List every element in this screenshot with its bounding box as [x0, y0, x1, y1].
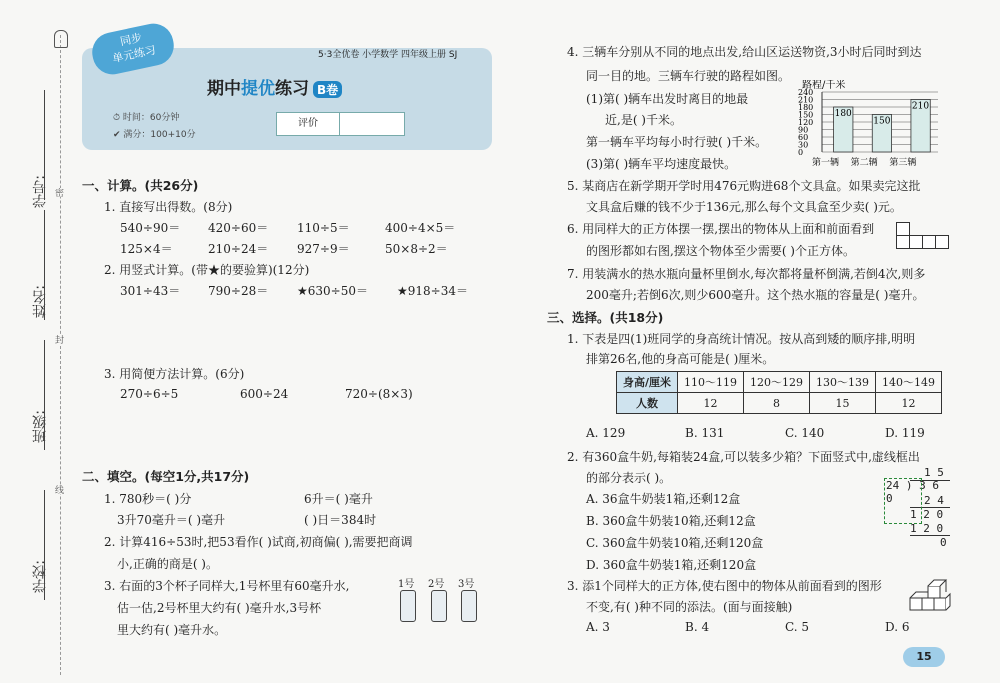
fill-item: 里大约有( )毫升水。: [117, 623, 227, 637]
division-step: 2 4: [924, 494, 944, 507]
table-cell: 8: [744, 393, 810, 414]
evaluation-label: 评价: [277, 113, 340, 135]
choice-item: 3. 添1个同样大的正方体,使右图中的物体从前面看到的图形: [567, 579, 882, 593]
option-b[interactable]: B. 131: [685, 426, 725, 440]
choice-item: 1. 下表是四(1)班同学的身高统计情况。按从高到矮的顺序排,明明: [567, 332, 916, 346]
cup-2-icon: [431, 590, 447, 622]
option-a[interactable]: A. 3: [586, 620, 610, 634]
option-b[interactable]: B. 4: [685, 620, 710, 634]
version-badge: B卷: [313, 81, 342, 98]
chart-tick-label: 210: [798, 95, 814, 105]
option-d[interactable]: D. 119: [885, 426, 925, 440]
calc-item: 400÷4×5＝: [385, 221, 456, 235]
chart-tick-label: 150: [798, 110, 814, 120]
school-label: 学校:: [32, 560, 48, 593]
fill-item: 的图形都如右图,摆这个物体至少需要( )个正方体。: [586, 244, 855, 258]
calc-item: 210÷24＝: [208, 242, 269, 256]
calc-item: 540÷90＝: [120, 221, 181, 235]
fill-item: ( )日＝384时: [304, 513, 377, 527]
cup-label: 3号: [458, 579, 475, 590]
fill-item: 4. 三辆车分别从不同的地点出发,给山区运送物资,3小时后同时到达: [567, 45, 922, 59]
choice-item: 排第26名,他的身高可能是( )厘米。: [586, 352, 775, 366]
calc-item: ★630÷50＝: [297, 284, 368, 298]
cube-view: [909, 235, 923, 249]
calc-item: 720÷(8×3): [345, 387, 413, 401]
table-cell: 12: [678, 393, 744, 414]
name-label: 姓名:: [32, 285, 48, 318]
table-cell: 人数: [617, 393, 678, 414]
cube-view: [896, 235, 910, 249]
fill-item: 1. 780秒＝( )分: [104, 492, 192, 506]
chart-data-label: 180: [834, 109, 852, 119]
unit-practice-tag: 同步 单元练习: [89, 20, 178, 78]
table-cell: 12: [876, 393, 942, 414]
chart-category-label: 第三辆: [889, 158, 917, 168]
fill-item: (1)第( )辆车出发时离目的地最: [586, 92, 749, 106]
table-cell: 110～119: [678, 372, 744, 393]
chart-tick-label: 240: [798, 88, 814, 97]
calc-item: 125×4＝: [120, 242, 173, 256]
chart-tick-label: 60: [798, 133, 809, 142]
division-quotient: 1 5: [924, 466, 944, 479]
rocket-icon: [54, 30, 68, 48]
option-b[interactable]: B. 360盒牛奶装10箱,还剩12盒: [586, 514, 756, 528]
chart-ylabel: 路程/千米: [802, 80, 846, 91]
division-step: 1 2 0: [910, 508, 944, 521]
chart-data-label: 150: [873, 116, 891, 127]
fill-item: 6升＝( )毫升: [304, 492, 373, 506]
calc-item: 110÷5＝: [297, 221, 350, 235]
cup-3-icon: [461, 590, 477, 622]
fill-item: 200毫升;若倒6次,则少600毫升。这个热水瓶的容量是( )毫升。: [586, 288, 925, 302]
option-d[interactable]: D. 6: [885, 620, 910, 634]
division-step: 1 2 0: [910, 522, 944, 535]
question-1-1: 1. 直接写出得数。(8分): [104, 200, 233, 214]
section-2-title: 二、填空。(每空1分,共17分): [82, 469, 250, 484]
fill-item: 同一目的地。三辆车行驶的路程如图。: [586, 69, 791, 83]
calc-item: 600÷24: [240, 387, 289, 401]
section-3-title: 三、选择。(共18分): [547, 310, 664, 325]
height-table: [616, 371, 942, 414]
seal-word: 密: [53, 188, 63, 197]
division-dividend: 24 ) 3 6 0: [886, 479, 939, 505]
series-info: 5·3全优卷 小学数学 四年级上册 SJ: [318, 50, 458, 60]
calc-item: 420÷60＝: [208, 221, 269, 235]
distance-bar-chart: [798, 80, 958, 170]
fill-item: 估一估,2号杯里大约有( )毫升水,3号杯: [117, 601, 322, 615]
evaluation-box[interactable]: [276, 112, 405, 136]
cube-view: [922, 235, 936, 249]
chart-tick-label: 180: [798, 103, 814, 112]
choice-item: 的部分表示( )。: [586, 471, 672, 485]
fill-item: 2. 计算416÷53时,把53看作( )试商,初商偏( ),需要把商调: [104, 535, 413, 549]
fill-item: 5. 某商店在新学期开学时用476元购进68个文具盒。如果卖完这批: [567, 179, 921, 193]
option-a[interactable]: A. 36盒牛奶装1箱,还剩12盒: [586, 492, 741, 506]
calc-item: ★918÷34＝: [397, 284, 468, 298]
table-cell: 140～149: [876, 372, 942, 393]
chart-category-label: 第一辆: [812, 158, 840, 168]
table-cell: 身高/厘米: [617, 372, 678, 393]
table-cell: 130～139: [810, 372, 876, 393]
table-cell: 15: [810, 393, 876, 414]
score-info: ✔ 满分：100+10分: [113, 130, 196, 140]
option-c[interactable]: C. 5: [785, 620, 810, 634]
dashed-highlight-box: [884, 478, 922, 524]
chart-tick-label: 120: [798, 118, 814, 127]
class-label: 班级:: [32, 410, 48, 443]
chart-category-label: 第二辆: [850, 158, 878, 168]
fill-item: 文具盒后赚的钱不少于136元,那么每个文具盒至少卖( )元。: [586, 200, 902, 214]
choice-item: 不变,有( )种不同的添法。(面与面接触): [586, 600, 793, 614]
student-id-field[interactable]: [44, 90, 45, 200]
chart-tick-label: 90: [798, 125, 809, 135]
option-a[interactable]: A. 129: [586, 426, 626, 440]
fill-item: (3)第( )辆车平均速度最快。: [586, 157, 737, 171]
option-c[interactable]: C. 360盒牛奶装10箱,还剩120盒: [586, 536, 764, 550]
chart-data-label: 210: [911, 101, 930, 112]
long-division: [882, 466, 950, 550]
seal-dashed-line: [60, 35, 61, 675]
calc-item: 50×8÷2＝: [385, 242, 448, 256]
chart-tick-label: 0: [798, 148, 804, 157]
fill-item: 3. 右面的3个杯子同样大,1号杯里有60毫升水,: [104, 579, 350, 593]
chart-tick-label: 30: [798, 140, 809, 150]
choice-item: 2. 有360盒牛奶,每箱装24盒,可以装多少箱？下面竖式中,虚线框出: [567, 450, 920, 464]
class-field[interactable]: [44, 340, 45, 450]
student-id-label: 学号:: [32, 175, 48, 208]
cube-stack-figure: [908, 576, 952, 614]
cup-label: 1号: [398, 579, 415, 590]
table-row: [617, 372, 942, 393]
question-1-3: 3. 用简便方法计算。(6分): [104, 367, 245, 381]
page-title: 期中提优练习 B卷: [207, 74, 342, 99]
calc-item: 927÷9＝: [297, 242, 350, 256]
cup-label: 2号: [428, 579, 445, 590]
fill-item: 近,是( )千米。: [605, 113, 682, 127]
section-1-title: 一、计算。(共26分): [82, 178, 199, 193]
calc-item: 790÷28＝: [208, 284, 269, 298]
fill-item: 6. 用同样大的正方体摆一摆,摆出的物体从上面和前面看到: [567, 222, 875, 236]
seal-word: 封: [53, 335, 63, 344]
division-remainder: 0: [940, 536, 947, 549]
fill-item: 第一辆车平均每小时行驶( )千米。: [586, 135, 768, 149]
fill-item: 3升70毫升＝( )毫升: [117, 513, 226, 527]
option-d[interactable]: D. 360盒牛奶装1箱,还剩120盒: [586, 558, 757, 572]
fill-item: 小,正确的商是( )。: [117, 557, 218, 571]
seal-word: 线: [53, 485, 63, 494]
name-field[interactable]: [44, 210, 45, 320]
fill-item: 7. 用装满水的热水瓶向量杯里倒水,每次都将量杯倒满,若倒4次,则多: [567, 267, 926, 281]
table-cell: 120～129: [744, 372, 810, 393]
calc-item: 270÷6÷5: [120, 387, 179, 401]
table-row: [617, 393, 942, 414]
page-number: 15: [903, 647, 945, 667]
binding-margin: [0, 0, 75, 683]
cube-view: [896, 222, 910, 236]
option-c[interactable]: C. 140: [785, 426, 825, 440]
question-1-2: 2. 用竖式计算。(带★的要验算)(12分): [104, 263, 310, 277]
cube-view: [935, 235, 949, 249]
school-field[interactable]: [44, 490, 45, 600]
calc-item: 301÷43＝: [120, 284, 181, 298]
time-info: ⏱ 时间：60分钟: [113, 113, 180, 123]
cup-1-icon: [400, 590, 416, 622]
